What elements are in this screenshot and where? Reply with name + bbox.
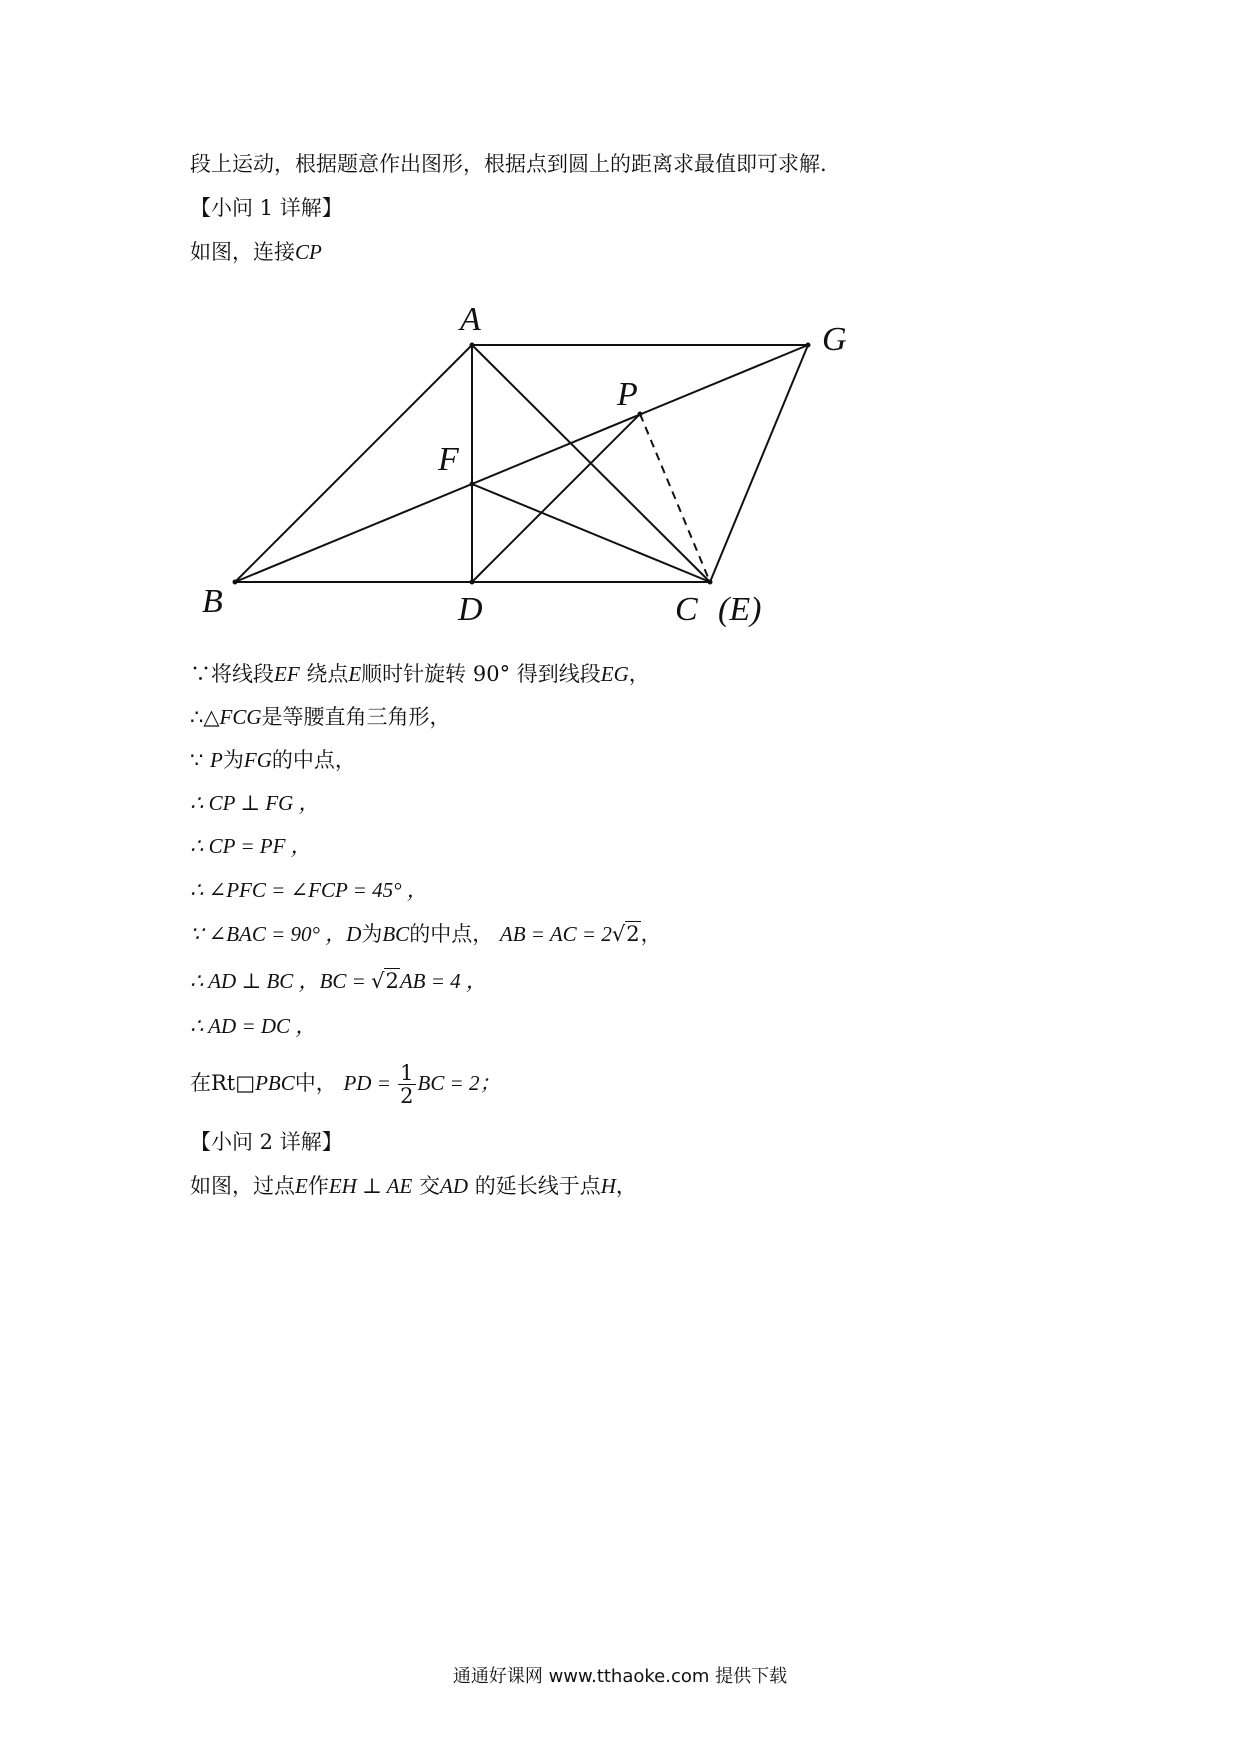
step-1-text-a: ∵将线段	[190, 662, 274, 686]
step-1-var-e: E	[348, 662, 362, 686]
step-1-text-c: 绕点	[306, 662, 349, 686]
step-7-text-c: 为	[361, 922, 383, 946]
label-A: A	[460, 301, 481, 338]
step-1-text-e: 顺时针旋转 90° 得到线段	[361, 662, 601, 686]
part2-text-a: 如图，过点	[190, 1174, 295, 1198]
point-C	[708, 580, 713, 585]
step-7-angle: ∵ ∠BAC = 90° ，	[190, 922, 347, 946]
step-3-text-e: 的中点，	[271, 748, 356, 772]
segment-BG	[235, 345, 808, 582]
part2-text-e: 交	[419, 1174, 441, 1198]
label-P: P	[617, 376, 638, 413]
segment-CG	[710, 345, 808, 582]
step-10-text-d: 中，	[294, 1071, 337, 1095]
step-1-text-g: ，	[628, 662, 650, 686]
step-7-text-h: ，	[640, 922, 662, 946]
step-1	[190, 660, 650, 688]
step-8	[190, 967, 487, 995]
point-G	[806, 343, 811, 348]
fraction-denominator: 2	[400, 1084, 414, 1108]
step-7-radicand: 2	[626, 922, 640, 946]
step-9: ∴ AD = DC ，	[190, 1014, 317, 1038]
segment-BA	[235, 345, 472, 582]
intro-text: 段上运动，根据题意作出图形，根据点到圆上的距离求最值即可求解.	[190, 152, 827, 176]
label-F: F	[438, 441, 459, 478]
segment-DP	[472, 414, 640, 582]
fraction-numerator: 1	[400, 1061, 414, 1085]
part2-var-h: H	[600, 1174, 616, 1198]
step-7-var-bc: BC	[382, 922, 410, 946]
step-2-var-fcg: FCG	[219, 705, 262, 729]
label-D: D	[458, 591, 483, 628]
part2-line	[190, 1172, 637, 1200]
step-1-var-ef: EF	[274, 662, 300, 686]
step-4: ∴ CP ⊥ FG ，	[190, 791, 320, 815]
step-3-var-p: P	[210, 748, 223, 772]
step-1-var-eg: EG	[600, 662, 629, 686]
point-P	[638, 412, 643, 417]
step-8-bc: BC =	[319, 969, 372, 993]
step-10-pd: PD =	[343, 1071, 397, 1095]
step-7-sqrt: √2	[611, 922, 640, 946]
part2-text-g: 的延长线于点	[474, 1174, 601, 1198]
geometry-figure	[0, 0, 1240, 660]
part2-perp: EH ⊥ AE	[328, 1174, 413, 1198]
step-3-text-c: 为	[222, 748, 244, 772]
connect-prefix: 如图，连接	[190, 240, 295, 264]
part1-heading: 【小问 1 详解】	[190, 196, 343, 220]
step-10-var-pbc: PBC	[255, 1071, 295, 1095]
label-G: G	[822, 321, 847, 358]
step-10-result: BC = 2；	[417, 1071, 501, 1095]
part2-var-e: E	[295, 1174, 308, 1198]
point-D	[470, 580, 475, 585]
footer-source: 通通好课网 www.tthaoke.com 提供下载	[452, 1666, 788, 1687]
step-8-radicand: 2	[385, 969, 399, 993]
step-7-equation: AB = AC = 2	[499, 922, 612, 946]
step-2	[190, 703, 451, 731]
label-C: C	[675, 591, 698, 628]
step-8-ab: AB = 4 ，	[399, 969, 487, 993]
step-7-text-e: 的中点，	[409, 922, 494, 946]
step-2-text-a: ∴△	[190, 705, 220, 729]
point-F	[470, 482, 475, 487]
step-8-sqrt: √2	[371, 969, 399, 993]
step-10-box-glyph: □	[235, 1071, 256, 1095]
part2-heading: 【小问 2 详解】	[190, 1130, 343, 1154]
label-B: B	[202, 583, 223, 620]
connect-var: CP	[295, 240, 322, 264]
step-3	[190, 746, 356, 774]
point-A	[470, 343, 475, 348]
step-3-var-fg: FG	[243, 748, 272, 772]
part2-var-ad: AD	[440, 1174, 469, 1198]
label-E: (E)	[718, 591, 762, 628]
point-B	[233, 580, 238, 585]
step-2-text-c: 是等腰直角三角形，	[261, 705, 451, 729]
step-8-perp: ∴ AD ⊥ BC ，	[190, 969, 320, 993]
step-6: ∴ ∠PFC = ∠FCP = 45° ，	[190, 878, 428, 902]
step-7	[190, 920, 662, 948]
part2-text-c: 作	[307, 1174, 329, 1198]
step-5: ∴ CP = PF ，	[190, 834, 312, 858]
step-10-text-a: 在Rt	[190, 1071, 236, 1095]
step-7-var-d: D	[346, 922, 362, 946]
step-3-text-a: ∵	[190, 748, 211, 772]
part2-text-i: ，	[615, 1174, 637, 1198]
step-10	[190, 1062, 501, 1107]
step-10-fraction	[398, 1062, 415, 1107]
